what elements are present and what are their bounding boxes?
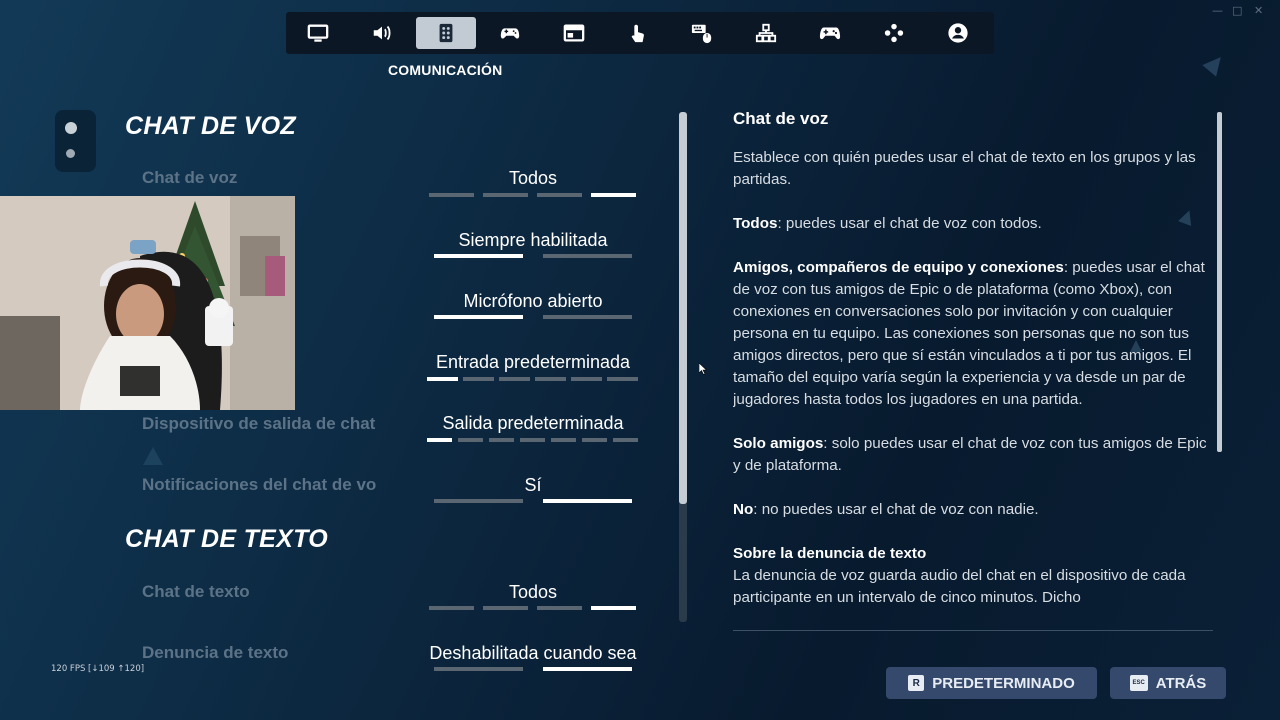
setting-value-input-device[interactable]: Entrada predeterminada (435, 352, 631, 372)
mouse-cursor-icon (699, 363, 707, 375)
option-segments[interactable] (427, 438, 638, 442)
fps-counter: 120 FPS [↓109 ↑120] (51, 664, 145, 674)
setting-value-voice-mode[interactable]: Micrófono abierto (463, 291, 603, 311)
description-term: Solo amigos (733, 435, 824, 452)
tab-keyboard-mouse[interactable] (672, 17, 732, 49)
tab-account[interactable] (928, 17, 988, 49)
reset-defaults-button[interactable] (886, 667, 1097, 699)
segment[interactable] (434, 499, 523, 503)
description-text: : solo puedes usar el chat de voz con tus amigos de Epic y de plataforma. (733, 435, 1207, 474)
account-icon (947, 22, 969, 44)
setting-value-voice-chat[interactable]: Todos (508, 168, 558, 188)
description-item (733, 499, 1213, 521)
segment[interactable] (537, 606, 582, 610)
layout-icon (755, 22, 777, 44)
indicator-dot-active (65, 122, 77, 134)
segment[interactable] (543, 254, 632, 258)
setting-value-text-chat[interactable]: Todos (508, 582, 558, 602)
back-label: ATRÁS (1155, 674, 1207, 692)
description-text: : puedes usar el chat de voz con tus amigos de Epic o de plataforma (como Xbox), con conexiones en conversaciones solo por invitación y con cualquier persona en tu equipo. Las conexiones son personas que no son tus amigos directos, pero que sí están vinculados a ti por tus amigos. El tamaño del equipo varía según la experiencia y va desde un par de jugadores hasta todos los jugadores en una partida. (733, 259, 1205, 408)
decor-triangle (1202, 51, 1227, 76)
option-segments[interactable] (434, 499, 632, 503)
description-term: Todos (733, 215, 778, 232)
segment[interactable] (535, 377, 566, 381)
segment[interactable] (499, 377, 530, 381)
description-item (733, 433, 1213, 477)
description-scrollbar-thumb[interactable] (1217, 112, 1222, 452)
option-segments[interactable] (434, 315, 632, 319)
active-tab-caption: COMUNICACIÓN (388, 62, 503, 78)
section-title-voice-chat: CHAT DE VOZ (125, 112, 296, 140)
segment[interactable] (571, 377, 602, 381)
setting-value-text-report[interactable]: Deshabilitada cuando sea (429, 643, 637, 663)
description-term: No (733, 501, 754, 518)
segment-selected[interactable] (543, 667, 632, 671)
settings-tab-bar (286, 12, 994, 54)
segment-selected[interactable] (591, 193, 636, 197)
tab-audio[interactable] (352, 17, 412, 49)
segment[interactable] (489, 438, 514, 442)
setting-value-output-device[interactable]: Salida predeterminada (442, 413, 624, 433)
gamepad-icon (499, 22, 521, 44)
segment[interactable] (537, 193, 582, 197)
description-text: : puedes usar el chat de voz con todos. (777, 215, 1042, 232)
segment-selected[interactable] (427, 377, 458, 381)
reset-defaults-label: PREDETERMINADO (932, 674, 1075, 692)
setting-value-voice-notifications[interactable]: Sí (524, 475, 542, 495)
option-segments[interactable] (429, 606, 636, 610)
minimize-icon[interactable]: — (1212, 4, 1223, 17)
description-subheading: Sobre la denuncia de texto (733, 545, 927, 562)
back-button[interactable] (1110, 667, 1226, 699)
option-segments[interactable] (427, 377, 638, 381)
segment[interactable] (483, 606, 528, 610)
setting-label-output-device: Dispositivo de salida de chat (142, 414, 376, 433)
option-segments[interactable] (434, 667, 632, 671)
key-esc-icon: ESC (1130, 675, 1148, 691)
segment[interactable] (463, 377, 494, 381)
description-subtext: La denuncia de voz guarda audio del chat en el dispositivo de cada participante en un intervalo de cinco minutos. Dicho (733, 567, 1186, 606)
segment[interactable] (607, 377, 638, 381)
description-item (733, 257, 1213, 411)
description-heading: Chat de voz (733, 109, 829, 128)
key-r-icon: R (908, 675, 924, 691)
section-indicator (55, 110, 96, 172)
webcam-overlay (0, 196, 295, 410)
controller-icon (819, 22, 841, 44)
segment-selected[interactable] (434, 315, 523, 319)
segment[interactable] (520, 438, 545, 442)
keyboard-mouse-icon (691, 22, 713, 44)
segment-selected[interactable] (591, 606, 636, 610)
controller-buttons-icon (883, 22, 905, 44)
setting-label-text-report: Denuncia de texto (142, 643, 289, 662)
option-segments[interactable] (429, 193, 636, 197)
tab-touch[interactable] (608, 17, 668, 49)
monitor-icon (307, 22, 329, 44)
segment[interactable] (483, 193, 528, 197)
tab-display[interactable] (544, 17, 604, 49)
segment[interactable] (429, 193, 474, 197)
description-item (733, 213, 1213, 235)
setting-label-voice-chat: Chat de voz (142, 168, 238, 187)
settings-scrollbar-thumb[interactable] (679, 112, 687, 504)
webcam-feed-image (0, 196, 295, 410)
segment-selected[interactable] (434, 254, 523, 258)
segment[interactable] (551, 438, 576, 442)
tab-video[interactable] (288, 17, 348, 49)
segment[interactable] (458, 438, 483, 442)
segment-selected[interactable] (427, 438, 452, 442)
setting-label-voice-notifications: Notificaciones del chat de vo (142, 475, 377, 494)
indicator-dot (66, 149, 75, 158)
setting-label-text-chat: Chat de texto (142, 582, 250, 601)
description-term: Amigos, compañeros de equipo y conexiones (733, 259, 1064, 276)
segment[interactable] (429, 606, 474, 610)
segment[interactable] (543, 315, 632, 319)
close-icon[interactable]: ✕ (1254, 4, 1264, 17)
description-text: : no puedes usar el chat de voz con nadie. (753, 501, 1039, 518)
segment[interactable] (434, 667, 523, 671)
maximize-icon[interactable]: □ (1232, 4, 1243, 17)
tab-controller[interactable] (800, 17, 860, 49)
tab-controller-bindings[interactable] (864, 17, 924, 49)
touch-icon (627, 22, 649, 44)
section-title-text-chat: CHAT DE TEXTO (125, 525, 328, 553)
setting-value-voice-activation[interactable]: Siempre habilitada (458, 230, 608, 250)
segment[interactable] (582, 438, 607, 442)
speaker-icon (371, 22, 393, 44)
tab-gameplay[interactable] (480, 17, 540, 49)
decor-triangle (143, 447, 163, 465)
description-divider (733, 630, 1213, 631)
tab-hud[interactable] (736, 17, 796, 49)
communication-icon (435, 22, 457, 44)
window-icon (563, 22, 585, 44)
option-segments[interactable] (434, 254, 632, 258)
segment-selected[interactable] (543, 499, 632, 503)
tab-communication[interactable] (416, 17, 476, 49)
description-panel (733, 108, 1213, 630)
segment[interactable] (613, 438, 638, 442)
description-intro: Establece con quién puedes usar el chat de texto en los grupos y las partidas. (733, 149, 1196, 188)
